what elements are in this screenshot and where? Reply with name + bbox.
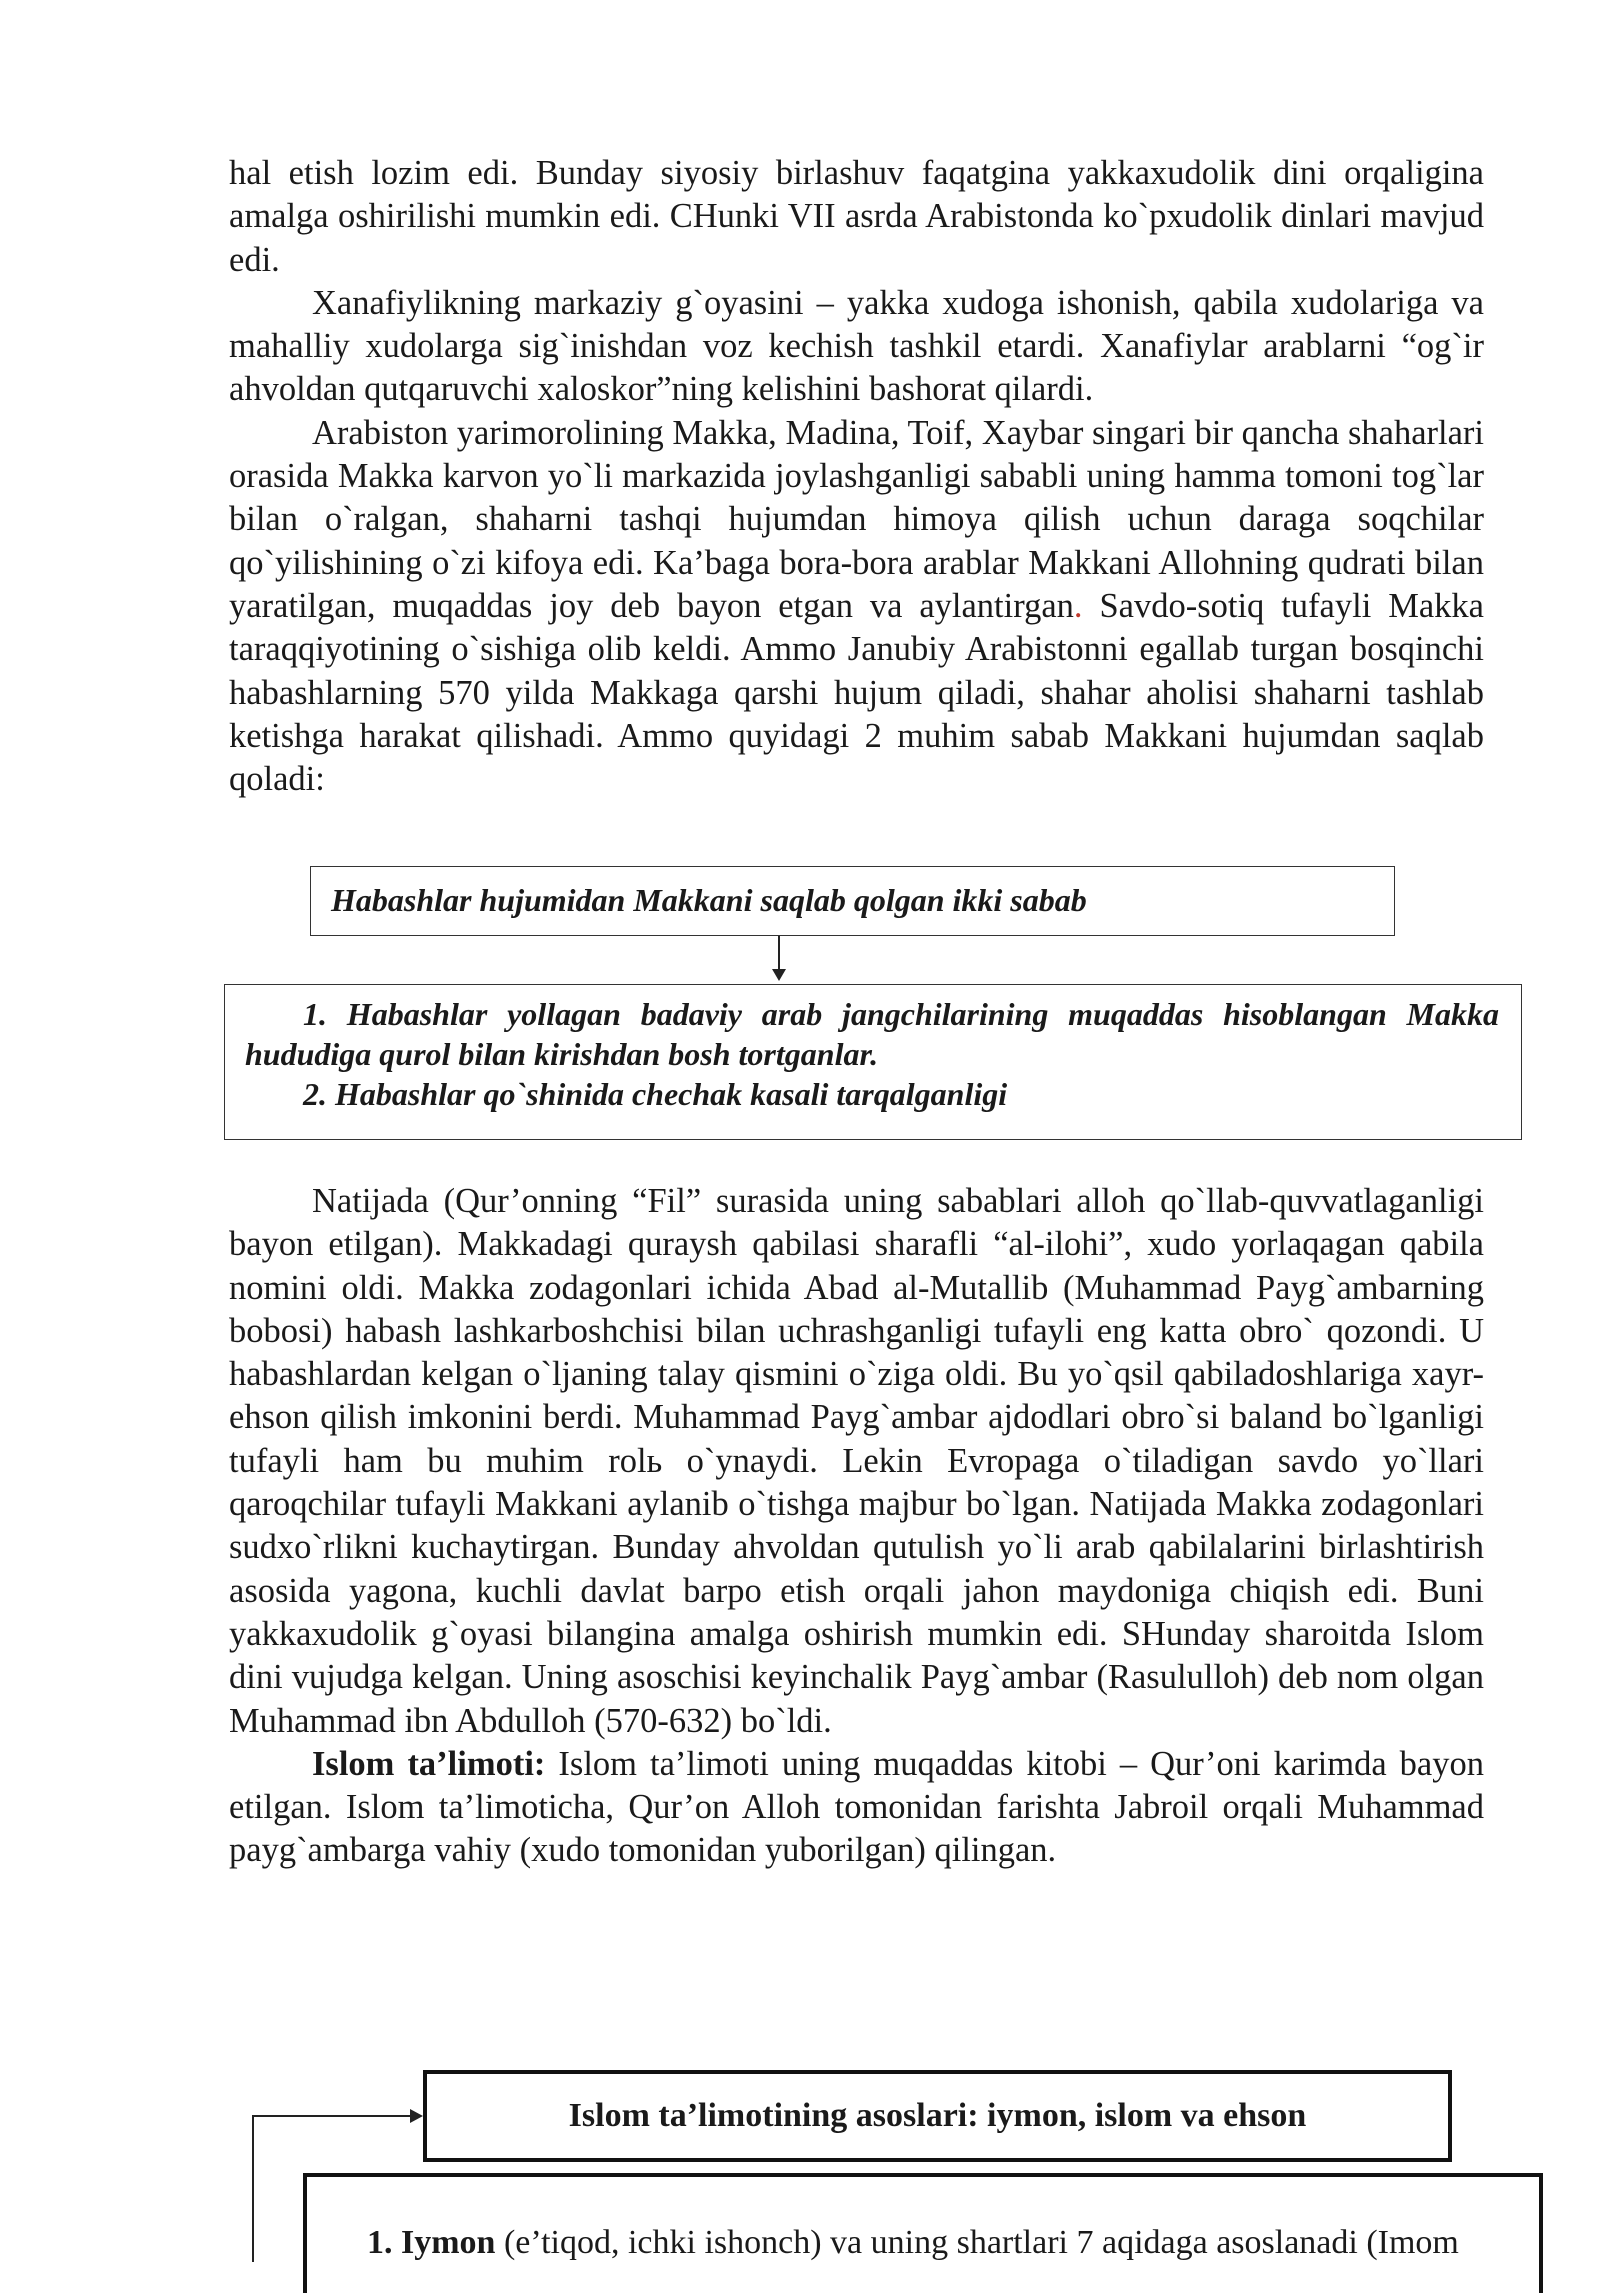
arrow-down-icon xyxy=(772,969,786,981)
diagram1-reasons-box xyxy=(224,984,1522,1140)
paragraph-islom-talimoti xyxy=(229,1743,1484,1873)
paragraph-arabiston-part-b: Savdo-sotiq tufayli Makka taraqqiyotining o`sishiga olib keldi. Ammo Janubiy Arabistonni egallab turgan bosqinchi habashlarning 570 yilda Makkaga qarshi hujum qiladi, shahar aholisi shaharni tashlab ketishga harakat qilishadi. Ammo quyidagi 2 muhim sabab Makkani hujumdan saqlab qoladi: xyxy=(229,586,1484,799)
diagram1-title: Habashlar hujumidan Makkani saqlab qolgan ikki sabab xyxy=(331,882,1087,918)
paragraph-islom-lead: Islom ta’limoti: xyxy=(312,1744,546,1783)
paragraph-arabiston-part-a: Arabiston yarimorolining Makka, Madina, Toif, Xaybar singari bir qancha shaharlari orasida Makka karvon yo`li markazida joylashganligi sababli uning hamma tomoni tog`lar bilan o`ralgan, shaharni tashqi hujumdan himoya qilish uchun daraga soqchilar qo`yilishining o`zi kifoya edi. Ka’baga bora-bora arablar Makkani Allohning qudrati bilan yaratilgan, muqaddas joy deb bayon etgan va aylantirgan xyxy=(229,413,1484,625)
paragraph-natijada: Natijada (Qur’onning “Fil” surasida uning sabablari alloh qo`llab-quvvatlaganligi bayon etilgan). Makkadagi quraysh qabilasi sharafli “al-ilohi”, xudo yorlaqagan qabila nomini oldi. Makka zodagonlari ichida Abad al-Mutallib (Muhammad Payg`ambarning bobosi) habash lashkarboshchisi bilan uchrashganligi tufayli eng katta obro` qozondi. U habashlardan kelgan o`ljaning talay qismini o`ziga oldi. Bu yo`qsil qabiladoshlariga xayr-ehson qilish imkonini berdi. Muhammad Payg`ambar ajdodlari obro`si baland bo`lganligi tufayli ham bu muhim rolь o`ynaydi. Lekin Evropaga o`tiladigan savdo yo`llari qaroqchilar tufayli Makkani aylanib o`tishga majbur bo`lgan. Natijada Makka zodagonlari sudxo`rlikni kuchaytirgan. Bunday ahvoldan qutulish yo`li arab qabilalarini birlashtirish asosida yagona, kuchli davlat barpo etish orqali jahon maydoniga chiqish edi. Buni yakkaxudolik g`oyasi bilangina amalga oshirish mumkin edi. SHunday sharoitda Islom dini vujudga kelgan. Uning asoschisi keyinchalik Payg`ambar (Rasululloh) deb nom olgan Muhammad ibn Abdulloh (570-632) bo`ldi. xyxy=(229,1182,1484,1740)
paragraph-islom-text: Islom ta’limoti uning muqaddas kitobi – Qur’oni karimda bayon etilgan. Islom ta’limoticha, Qur’on Alloh tomonidan farishta Jabroil orqali Muhammad payg`ambarga vahiy (xudo tomonidan yuborilgan) qilingan. xyxy=(229,1744,1484,1870)
diagram1-connector-line xyxy=(778,936,780,972)
diagram1-reason-2: 2. Habashlar qo`shinida chechak kasali tarqalganligi xyxy=(303,1076,1008,1112)
diagram2-title-box xyxy=(423,2070,1452,2162)
paragraph-xanafiylik: Xanafiylikning markaziy g`oyasini – yakka xudoga ishonish, qabila xudolariga va mahalliy xudolarga sig`inishdan voz kechish tashkil etardi. Xanafiylar arablarni “og`ir ahvoldan qutqaruvchi xaloskor”ning kelishini bashorat qilardi. xyxy=(229,283,1484,409)
arrow-right-icon xyxy=(410,2109,423,2123)
diagram2-item1-lead: 1. Iymon xyxy=(367,2224,496,2261)
diagram2-item1-text: (e’tiqod, ichki ishonch) va uning shartlari 7 aqidaga asoslanadi (Imom xyxy=(495,2224,1459,2261)
diagram1-title-box xyxy=(310,866,1395,936)
paragraph-hal-etish: hal etish lozim edi. Bunday siyosiy birlashuv faqatgina yakkaxudolik dini orqaligina amalga oshirilishi mumkin edi. CHunki VII asrda Arabistonda ko`pxudolik dinlari mavjud edi. xyxy=(229,154,1484,279)
diagram2-title: Islom ta’limotining asoslari: iymon, islom va ehson xyxy=(568,2097,1307,2134)
paragraph-arabiston xyxy=(229,412,1484,802)
diagram1-reason-1: 1. Habashlar yollagan badaviy arab jangchilarining muqaddas hisoblangan Makka hududiga qurol bilan kirishdan bosh tortganlar. xyxy=(245,996,1499,1072)
bottom-text-block xyxy=(229,1180,1484,1873)
diagram2-item-box xyxy=(303,2173,1543,2293)
diagram2-connector-vertical xyxy=(252,2115,254,2262)
top-text-block xyxy=(229,152,1484,801)
diagram2-connector-horizontal xyxy=(252,2115,412,2117)
red-period: . xyxy=(1073,586,1083,625)
